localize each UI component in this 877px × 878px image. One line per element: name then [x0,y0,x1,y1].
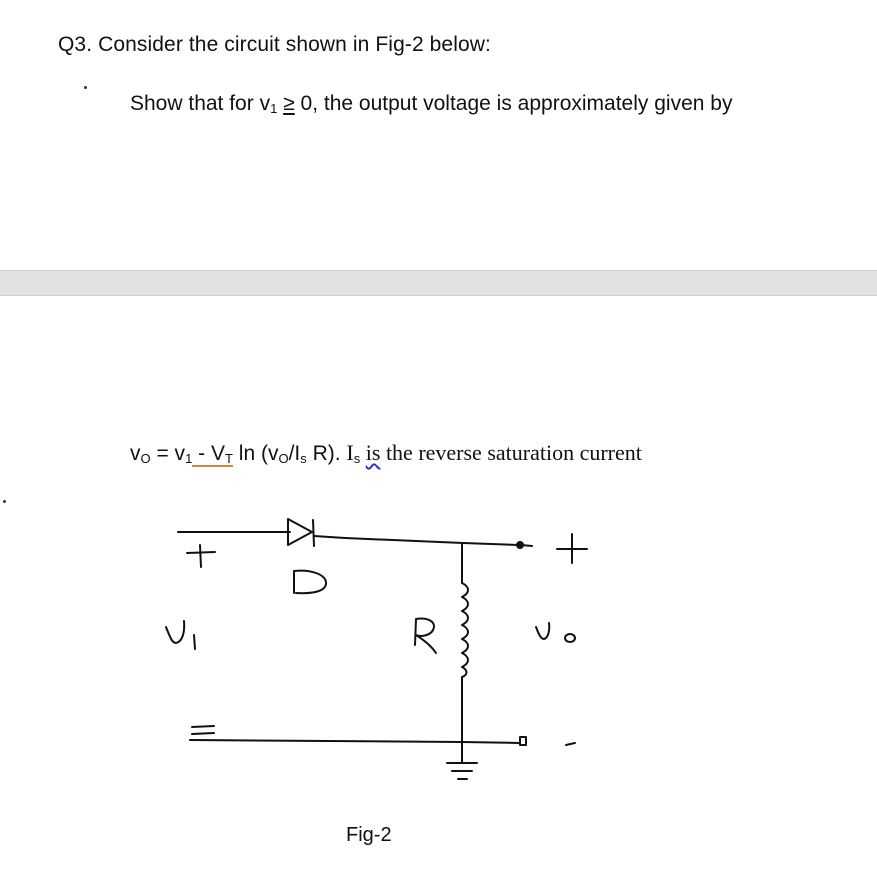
output-minus-symbol [566,743,575,745]
question-heading: Q3. Consider the circuit shown in Fig-2 below: [58,33,491,56]
eq-o-sub2: O [278,451,289,466]
prompt-subscript: 1 [270,101,278,116]
output-v-glyph [536,623,549,639]
diode-bar [313,520,314,546]
eq-rest: the reverse saturation current [380,440,642,465]
eq-equals: = v [150,442,186,465]
eq-o-sub: O [140,451,151,466]
eq-minus: - [192,442,211,465]
resistor-label-glyph [415,619,436,653]
circuit-diagram [0,505,877,815]
resistor-symbol [462,583,468,677]
eq-vt-group [192,442,233,467]
prompt-before: Show that for v [130,92,271,115]
eq-s-sub: s [300,451,307,466]
eq-one-sub: 1 [185,451,193,466]
geq-symbol: ≥ [283,92,295,115]
stray-mark [84,86,87,89]
wire-top-right [314,536,518,545]
output-plus-symbol [557,534,587,563]
eq-r: R). [306,442,347,465]
stray-mark [3,500,6,503]
eq-slash: /I [288,442,301,465]
equation-line [130,440,642,466]
eq-is-sub: s [353,451,361,466]
eq-t-sub: T [224,451,233,466]
diode-symbol [288,519,312,545]
output-o-glyph [565,634,575,642]
wire-bottom [190,740,520,743]
input-plus-symbol [187,545,215,567]
figure-caption: Fig-2 [346,824,392,846]
eq-vt: V [210,442,225,465]
diode-label-glyph [294,571,326,594]
prompt-text [130,92,732,116]
ground-symbol [447,743,477,779]
section-divider [0,270,877,296]
output-node-bottom [520,737,526,745]
eq-v: v [130,442,141,465]
input-v-glyph [166,621,184,643]
input-minus-symbol [192,726,214,734]
eq-ln: ln (v [232,442,279,465]
eq-is-I: I [346,440,354,465]
input-sub-1-glyph [194,635,195,649]
prompt-after: 0, the output voltage is approximately given by [294,92,733,115]
eq-is-word: is [365,440,381,465]
